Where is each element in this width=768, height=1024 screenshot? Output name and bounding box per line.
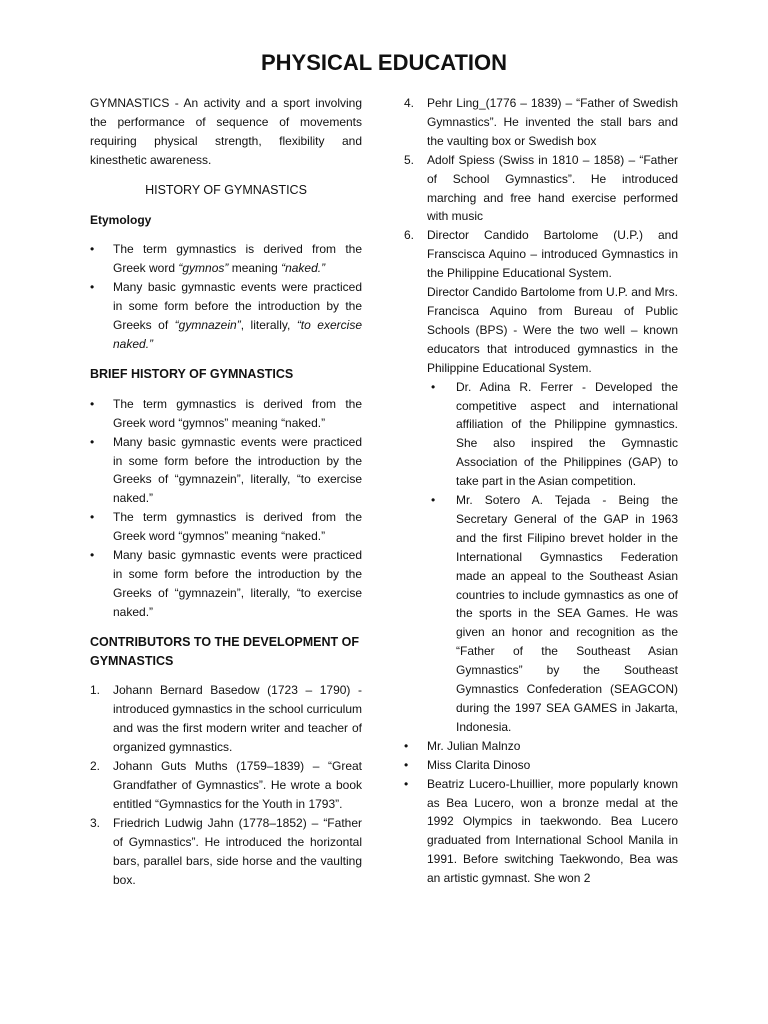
list-item: • The term gymnastics is derived from the Greek word “gymnos” meaning “naked.” xyxy=(90,510,362,544)
bullet-icon: • xyxy=(404,738,409,753)
bullet-icon: • xyxy=(431,379,436,394)
brief-history-heading: BRIEF HISTORY OF GYMNASTICS xyxy=(90,366,294,381)
list-item: • The term gymnastics is derived from the Greek word “gymnos” meaning “naked.” xyxy=(90,396,362,430)
item-6-continuation: Director Candido Bartolome from U.P. and Mrs. Francisca Aquino from Bureau of Public Schools (BPS) - Were the two well – known educators that introduced gymnastics in the Philippine Educational System. xyxy=(427,285,678,375)
bullet-icon: • xyxy=(404,757,409,772)
list-item: • Many basic gymnastic events were practiced in some form before the introduction by the Greeks of “gymnazein”, literally, “to exercise naked.” xyxy=(90,548,362,619)
list-number: 4. xyxy=(404,96,415,110)
page-title: PHYSICAL EDUCATION xyxy=(260,50,508,75)
gymnastics-definition: GYMNASTICS - An activity and a sport involving the performance of sequence of movements requiring physical strength, flexibility and kinesthetic awareness. xyxy=(90,96,362,167)
list-number: 6. xyxy=(404,228,415,243)
list-item: • Mr. Julian Malnzo xyxy=(404,737,678,756)
bullet-icon: • xyxy=(90,280,95,295)
bullet-icon: • xyxy=(404,776,409,791)
right-column xyxy=(404,94,678,888)
list-item: • Beatriz Lucero-Lhuillier, more popularly known as Bea Lucero, won a bronze medal at the 1992 Olympics in taekwondo. Bea Lucero graduated from International School Manila in 1991. Before switching Taekwondo, Bea was an artistic gymnast. She won 2 xyxy=(404,776,678,886)
list-item: 6. Director Candido Bartolome (U.P.) and Franscisca Aquino – introduced Gymnastics in the Philippine Educational System. xyxy=(404,228,678,281)
list-item: • Dr. Adina R. Ferrer - Developed the competitive aspect and international affiliation of the Philippine gymnastics. She also inspired the Gymnastic Association of the Philippines (GAP) to take part in the Asian competition. xyxy=(431,379,678,489)
list-item: • Mr. Sotero A. Tejada - Being the Secretary General of the GAP in 1963 and the first Filipino brevet holder in the International Gymnastics Federation made an appeal to the Southeast Asian countries to include gymnastics as one of the sports in the SEA Games. He was given an honor and recognition as the “Father of the Southeast Asian Gymnastics” by the Southeast Gymnastics Confederation (SEAGCON) during the 1997 SEA GAMES in Jakarta, Indonesia. xyxy=(431,493,678,734)
bullet-icon: • xyxy=(90,434,95,449)
list-item: • The term gymnastics is derived from the Greek word “gymnos” meaning “naked.” xyxy=(90,242,362,276)
list-number: 3. xyxy=(90,815,101,830)
bullet-icon: • xyxy=(90,510,95,525)
bullet-icon: • xyxy=(431,493,436,508)
left-column xyxy=(90,94,362,889)
list-number: 2. xyxy=(90,759,101,774)
list-item: • Many basic gymnastic events were practiced in some form before the introduction by the Greeks of “gymnazein”, literally, “to exercise naked.” xyxy=(90,434,362,506)
contributors-heading: CONTRIBUTORS TO THE DEVELOPMENT OF GYMNASTICS xyxy=(90,634,359,668)
list-item: • Many basic gymnastic events were practiced in some form before the introduction by the Greeks of “gymnazein”, literally, “to exercise naked.” xyxy=(90,280,362,351)
bullet-icon: • xyxy=(90,242,95,257)
bullet-icon: • xyxy=(90,548,95,563)
list-item: 5. Adolf Spiess (Swiss in 1810 – 1858) – “Father of School Gymnastics”. He introduced marching and free hand exercise performed with music xyxy=(404,152,678,224)
history-heading: HISTORY OF GYMNASTICS xyxy=(145,182,307,197)
list-item: 1. Johann Bernard Basedow (1723 – 1790) - introduced gymnastics in the school curriculum and was the first modern writer and teacher of organized gymnastics. xyxy=(90,683,362,755)
list-item: 2. Johann Guts Muths (1759–1839) – “Great Grandfather of Gymnastics”. He wrote a book entitled “Gymnastics for the Youth in 1793”. xyxy=(90,759,362,811)
list-item: 4. Pehr Ling_(1776 – 1839) – “Father of Swedish Gymnastics”. He invented the stall bars and the vaulting box or Swedish box xyxy=(404,96,678,148)
list-number: 5. xyxy=(404,152,415,167)
list-number: 1. xyxy=(90,683,101,698)
etymology-heading: Etymology xyxy=(90,212,152,227)
list-item: • Miss Clarita Dinoso xyxy=(404,756,678,775)
bullet-icon: • xyxy=(90,396,95,411)
list-item: 3. Friedrich Ludwig Jahn (1778–1852) – “Father of Gymnastics”. He introduced the horizontal bars, parallel bars, side horse and the vaulting box. xyxy=(90,815,362,887)
